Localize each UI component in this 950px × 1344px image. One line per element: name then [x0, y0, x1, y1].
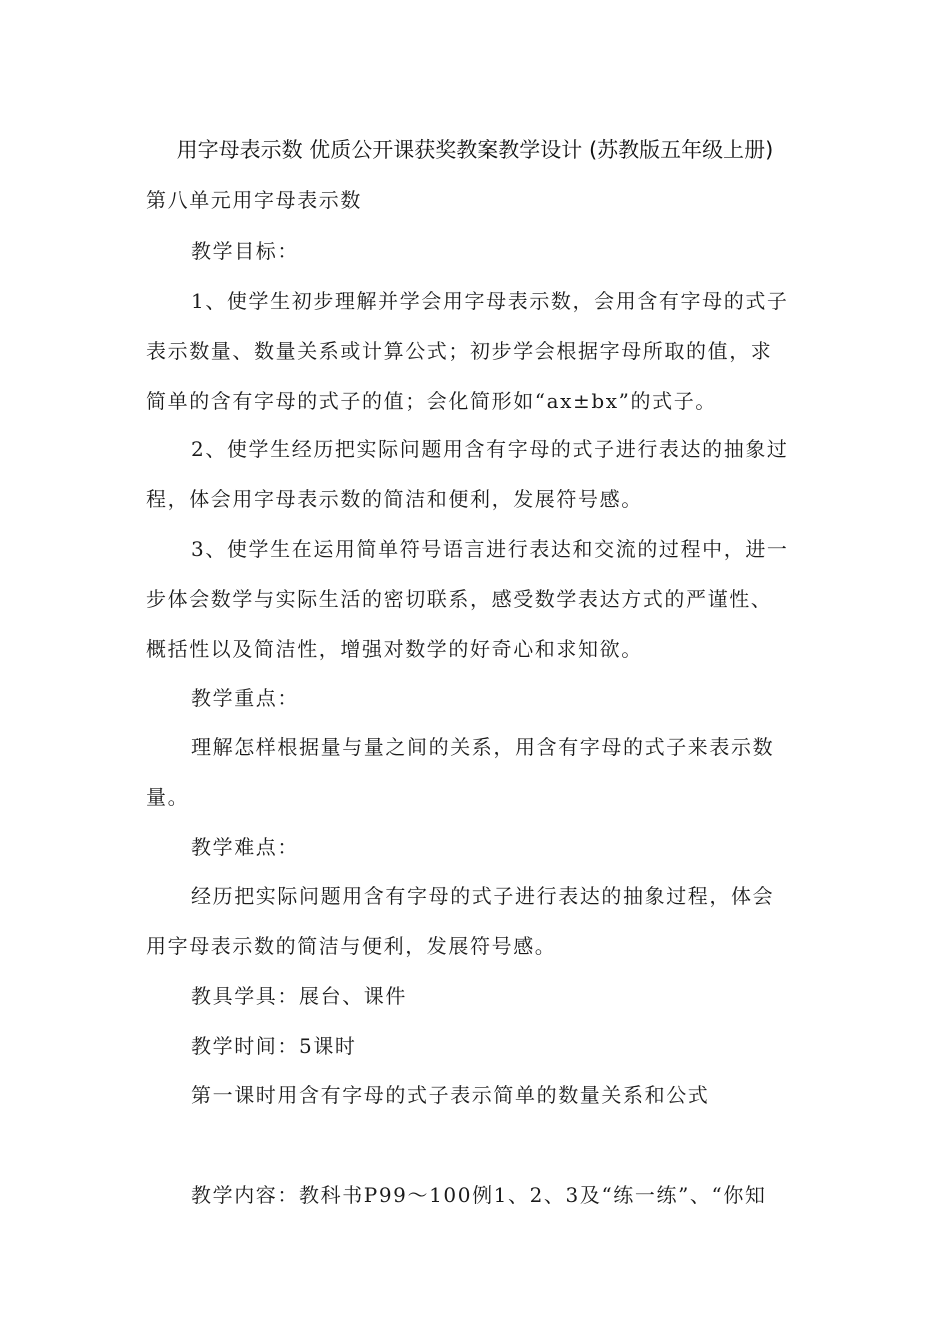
content-line: 教学内容：教科书P99～100例1、2、3及“练一练”、“你知: [191, 1183, 767, 1207]
objective-3-line: 3、使学生在运用简单符号语言进行表达和交流的过程中，进一: [191, 537, 789, 561]
objective-2-line: 2、使学生经历把实际问题用含有字母的式子进行表达的抽象过: [191, 437, 789, 461]
objective-3-line: 步体会数学与实际生活的密切联系，感受数学表达方式的严谨性、: [146, 587, 773, 611]
objective-1-line: 简单的含有字母的式子的值；会化简形如“ax±bx”的式子。: [146, 389, 717, 413]
objective-1-line: 表示数量、数量关系或计算公式；初步学会根据字母所取的值，求: [146, 339, 773, 363]
key-points-heading: 教学重点：: [191, 686, 299, 710]
key-points-paragraph: [146, 722, 808, 822]
objective-2-line: 程，体会用字母表示数的简洁和便利，发展符号感。: [146, 487, 643, 511]
difficulties-heading: 教学难点：: [191, 835, 299, 859]
unit-heading: 第八单元用字母表示数: [146, 188, 362, 212]
time-line: 教学时间：5课时: [191, 1034, 357, 1058]
key-points-line: 量。: [146, 785, 190, 809]
key-points-line: 理解怎样根据量与量之间的关系，用含有字母的式子来表示数: [191, 735, 775, 759]
objective-1-line: 1、使学生初步理解并学会用字母表示数，会用含有字母的式子: [191, 289, 789, 313]
objective-3-paragraph: [146, 524, 808, 674]
difficulties-line: 经历把实际问题用含有字母的式子进行表达的抽象过程，体会: [191, 884, 775, 908]
difficulties-paragraph: [146, 871, 808, 971]
objective-1-paragraph: [146, 276, 808, 426]
objective-2-paragraph: [146, 424, 808, 524]
objective-3-line: 概括性以及简洁性，增强对数学的好奇心和求知欲。: [146, 637, 643, 661]
tools-line: 教具学具：展台、课件: [191, 984, 407, 1008]
difficulties-line: 用字母表示数的简洁与便利，发展符号感。: [146, 934, 557, 958]
objectives-heading: 教学目标：: [191, 239, 299, 263]
document-title: 用字母表示数 优质公开课获奖教案教学设计 (苏教版五年级上册): [176, 138, 774, 162]
lesson-1-title: 第一课时用含有字母的式子表示简单的数量关系和公式: [191, 1083, 710, 1107]
